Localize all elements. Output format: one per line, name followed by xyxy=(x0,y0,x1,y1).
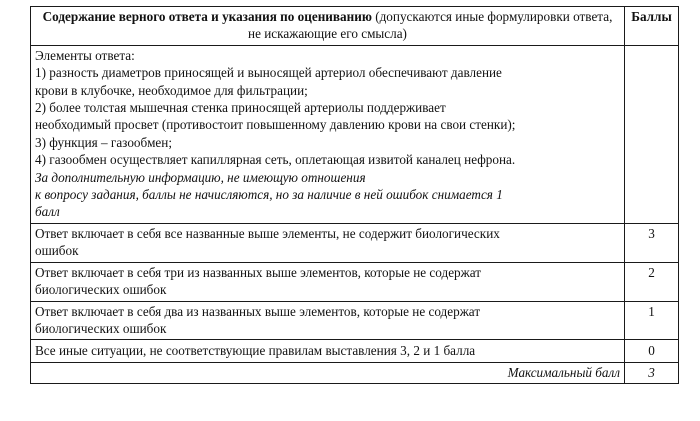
criteria-line: Ответ включает в себя три из названных выше элементов, которые не содержат xyxy=(35,264,482,280)
criteria-row xyxy=(31,262,679,301)
criteria-score-cell: 3 xyxy=(625,223,679,262)
answer-line: 4) газообмен осуществляет капиллярная сеть, оплетающая извитой каналец нефрона. xyxy=(35,152,516,168)
max-score-row xyxy=(31,362,679,383)
grading-criteria-table xyxy=(30,6,679,384)
answer-elements-cell xyxy=(31,45,625,223)
header-title-bold: Содержание верного ответа и указания по оцениванию xyxy=(42,9,372,24)
criteria-row xyxy=(31,223,679,262)
header-score-cell: Баллы xyxy=(625,7,679,46)
answer-line: крови в клубочке, необходимое для фильтрации; xyxy=(35,82,308,98)
criteria-text-cell xyxy=(31,301,625,340)
answer-note-line: к вопросу задания, баллы не начисляются, но за наличие в ней ошибок снимается 1 xyxy=(35,187,503,203)
criteria-line: Все иные ситуации, не соответствующие правилам выставления 3, 2 и 1 балла xyxy=(35,343,476,359)
criteria-row xyxy=(31,301,679,340)
criteria-line: ошибок xyxy=(35,243,79,259)
answer-line: Элементы ответа: xyxy=(35,47,135,63)
answer-line: 1) разность диаметров приносящей и выносящей артериол обеспечивают давление xyxy=(35,65,502,81)
criteria-line: биологических ошибок xyxy=(35,320,167,336)
answer-line: 3) функция – газообмен; xyxy=(35,134,173,150)
criteria-score-cell: 0 xyxy=(625,340,679,362)
header-title-line2: формулировки ответа, не искажающие его смысла) xyxy=(248,9,613,42)
max-score-value: 3 xyxy=(625,362,679,383)
criteria-text-cell xyxy=(31,262,625,301)
answer-elements-row xyxy=(31,45,679,223)
header-content-cell xyxy=(31,7,625,46)
answer-line: необходимый просвет (противостоит повышенному давлению крови на свои стенки); xyxy=(35,117,516,133)
criteria-line: Ответ включает в себя два из названных выше элементов, которые не содержат xyxy=(35,303,481,319)
criteria-line: биологических ошибок xyxy=(35,282,167,298)
criteria-text-cell xyxy=(31,340,625,362)
table-header-row xyxy=(31,7,679,46)
answer-line: 2) более толстая мышечная стенка приносящей артериолы поддерживает xyxy=(35,100,446,116)
header-title-rest: (допускаются иные xyxy=(371,9,485,24)
criteria-score-cell: 1 xyxy=(625,301,679,340)
criteria-row xyxy=(31,340,679,362)
answer-note-line: За дополнительную информацию, не имеющую отношения xyxy=(35,169,366,185)
criteria-line: Ответ включает в себя все названные выше элементы, не содержит биологических xyxy=(35,225,500,241)
criteria-text-cell xyxy=(31,223,625,262)
criteria-score-cell: 2 xyxy=(625,262,679,301)
answer-elements-score-cell xyxy=(625,45,679,223)
answer-note-line: балл xyxy=(35,204,60,220)
max-score-label: Максимальный балл xyxy=(31,362,625,383)
